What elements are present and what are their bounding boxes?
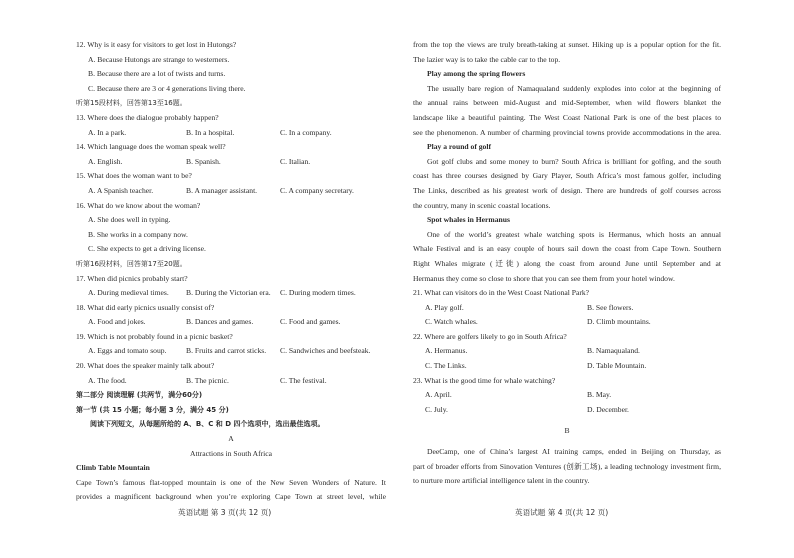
q13-option-b: B. In a hospital. (186, 127, 235, 137)
q21-option-b: B. See flowers. (587, 302, 634, 312)
q19-option-a: A. Eggs and tomato soup. (88, 346, 167, 356)
q21-option-d: D. Climb mountains. (587, 317, 651, 327)
q17-option-b: B. During the Victorian era. (186, 288, 271, 298)
q21-option-c: C. Watch whales. (425, 317, 478, 327)
reading-instruction: 阅读下列短文，从每题所给的 A、B、C 和 D 四个选项中，选出最佳选项。 (90, 420, 325, 429)
left-page-footer: 英语试题 第 3 页(共 12 页) (178, 508, 272, 517)
cont-line-1: from the top the views are truly breath-taking at sunset. Hiking up is a popular option for the fit. (413, 40, 721, 49)
q19-option-b: B. Fruits and carrot sticks. (186, 346, 267, 356)
golf-line-4: the country, many in scenic coastal locations. (413, 200, 551, 210)
climb-table-mountain-heading: Climb Table Mountain (76, 463, 150, 473)
q18-stem: 18. What did early picnics usually consist of? (76, 302, 215, 312)
q12-stem: 12. Why is it easy for visitors to get lost in Hutongs? (76, 40, 237, 49)
q14-option-b: B. Spanish. (186, 156, 221, 166)
golf-line-2: coast has three courses designed by Gary Player, South Africa’s most famous golfer, including (413, 171, 721, 181)
q13-option-c: C. In a company. (280, 127, 332, 137)
passage-b-paragraph (413, 445, 721, 489)
q22-option-c: C. The Links. (425, 361, 467, 371)
q19-option-c: C. Sandwiches and beefsteak. (280, 346, 371, 356)
q15-option-c: C. A company secretary. (280, 185, 354, 195)
whales-heading: Spot whales in Hermanus (427, 215, 510, 225)
q18-options (76, 315, 386, 330)
q17-stem: 17. When did picnics probably start? (76, 273, 188, 283)
q14-stem: 14. Which language does the woman speak well? (76, 142, 226, 152)
cont-line-2: The lazier way is to take the cable car to the top. (413, 54, 561, 64)
q21-options-cd (413, 315, 721, 330)
q23-options-ab (413, 388, 721, 403)
q17-option-a: A. During medieval times. (88, 288, 169, 298)
q20-option-b: B. The picnic. (186, 375, 229, 385)
q13-stem: 13. Where does the dialogue probably happen? (76, 112, 219, 122)
climb-line-2: provides a magnificent background when you’re exploring Cape Town at street level, while (76, 492, 386, 502)
q22-options-cd (413, 359, 721, 374)
whale-line-2: Whale Festival and is an easy couple of hours sail down the coast from Cape Town. Southern (413, 244, 721, 254)
b-line-2: part of broader efforts from Sinovation Ventures (创新工场), a leading technology investment firm, (413, 461, 721, 471)
q12-option-c: C. Because there are 3 or 4 generations living there. (88, 83, 246, 93)
right-page-column (413, 38, 721, 489)
q22-stem: 22. Where are golfers likely to go in South Africa? (413, 331, 567, 341)
q21-option-a: A. Play golf. (425, 302, 464, 312)
q20-option-c: C. The festival. (280, 375, 327, 385)
q22-option-d: D. Table Mountain. (587, 361, 647, 371)
q13-options (76, 126, 386, 141)
climb-paragraph (76, 476, 386, 505)
q23-stem: 23. What is the good time for whale watching? (413, 375, 556, 385)
passage-a-title: Attractions in South Africa (189, 448, 273, 458)
q14-options (76, 155, 386, 170)
q16-stem: 16. What do we know about the woman? (76, 200, 201, 210)
spring-line-4: see the phenomenon. A number of charming provincial towns provide accommodations in the area. (413, 127, 721, 137)
b-line-1: DeeCamp, one of China’s largest AI training camps, ended in Beijing on Thursday, as (427, 447, 721, 457)
golf-line-3: The Links, described as his greatest work of design. There are hundreds of golf courses across (413, 185, 721, 195)
spring-flowers-heading: Play among the spring flowers (427, 69, 526, 79)
listening-instruction-17-20: 听第16段材料，回答第17至20题。 (76, 259, 187, 268)
section-one-heading: 第一节 (共 15 小题；每小题 3 分，满分 45 分) (76, 405, 229, 414)
q19-options (76, 344, 386, 359)
q21-stem: 21. What can visitors do in the West Coast National Park? (413, 288, 590, 298)
q15-option-a: A. A Spanish teacher. (88, 185, 154, 195)
q23-option-d: D. December. (587, 404, 629, 414)
q13-option-a: A. In a park. (88, 127, 127, 137)
q22-option-a: A. Hermanus. (425, 346, 468, 356)
q23-options-cd (413, 403, 721, 418)
left-page-column (76, 38, 386, 505)
q14-option-c: C. Italian. (280, 156, 311, 166)
whale-paragraph (413, 228, 721, 286)
q20-stem: 20. What does the speaker mainly talk about? (76, 361, 215, 371)
q23-option-a: A. April. (425, 390, 452, 400)
golf-paragraph (413, 155, 721, 213)
q17-option-c: C. During modern times. (280, 288, 356, 298)
spring-paragraph (413, 82, 721, 140)
q12-option-b: B. Because there are a lot of twists and turns. (88, 69, 226, 79)
whale-line-1: One of the world’s greatest whale watching spots is Hermanus, which hosts an annual (427, 229, 721, 239)
part-two-heading: 第二部分 阅读理解 (共两节，满分60分) (76, 391, 203, 400)
q23-option-b: B. May. (587, 390, 612, 400)
whale-line-4: Hermanus they come so close to shore that you can see them from your hotel window. (413, 273, 675, 283)
spring-line-3: landscape like a beautiful painting. The West Coast National Park is one of the best places to (413, 112, 721, 122)
q23-option-c: C. July. (425, 404, 448, 414)
q18-option-b: B. Dances and games. (186, 317, 254, 327)
q16-option-a: A. She does well in typing. (88, 215, 171, 225)
golf-line-1: Got golf clubs and some money to burn? South Africa is brilliant for golfing, and the south (427, 156, 721, 166)
q16-option-b: B. She works in a company now. (88, 229, 188, 239)
golf-heading: Play a round of golf (427, 142, 491, 152)
b-line-3: to nurture more artificial intelligence talent in the country. (413, 476, 590, 486)
right-page-footer: 英语试题 第 4 页(共 12 页) (515, 508, 609, 517)
passage-a-label: A (228, 434, 234, 444)
q15-stem: 15. What does the woman want to be? (76, 171, 192, 181)
q21-options-ab (413, 301, 721, 316)
passage-b-label: B (564, 426, 570, 436)
q14-option-a: A. English. (88, 156, 123, 166)
whale-line-3: Right Whales migrate (迁徙) along the coast from around June until September and at (413, 258, 721, 268)
q18-option-c: C. Food and games. (280, 317, 341, 327)
climb-line-1: Cape Town’s famous flat-topped mountain is one of the New Seven Wonders of Nature. It (76, 477, 386, 487)
q12-option-a: A. Because Hutongs are strange to westerners. (88, 54, 230, 64)
q18-option-a: A. Food and jokes. (88, 317, 146, 327)
q19-stem: 19. Which is not probably found in a picnic basket? (76, 331, 233, 341)
q15-options (76, 184, 386, 199)
q16-option-c: C. She expects to get a driving license. (88, 244, 206, 254)
q15-option-b: B. A manager assistant. (186, 185, 258, 195)
spring-line-2: the annual rains between mid-August and mid-September, when wild flowers blanket the (413, 98, 721, 108)
q20-options (76, 374, 386, 389)
spring-line-1: The usually bare region of Namaqualand suddenly explodes into color at the beginning of (427, 83, 721, 93)
climb-continuation (413, 38, 721, 67)
q17-options (76, 286, 386, 301)
q22-option-b: B. Namaqualand. (587, 346, 640, 356)
q20-option-a: A. The food. (88, 375, 127, 385)
listening-instruction-13-16: 听第15段材料，回答第13至16题。 (76, 99, 187, 108)
q22-options-ab (413, 344, 721, 359)
